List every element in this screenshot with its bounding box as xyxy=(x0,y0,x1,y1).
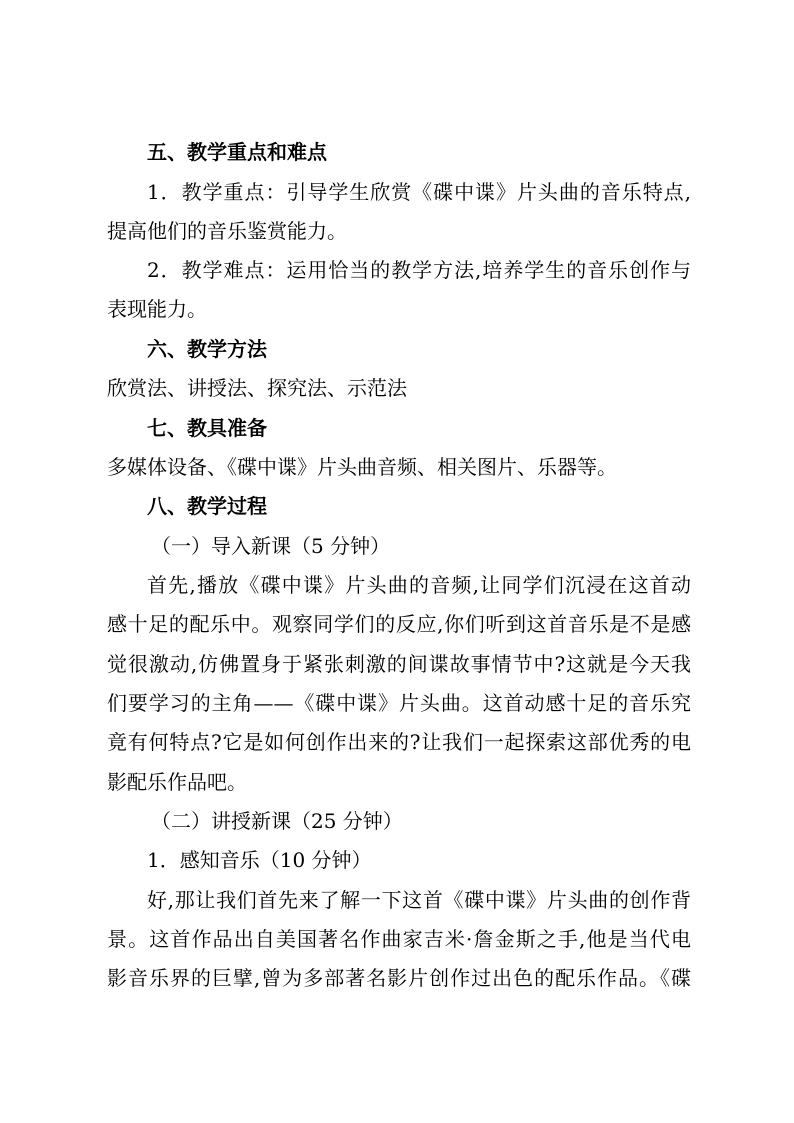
paragraph-line: 们要学习的主角——《碟中谍》片头曲。这首动感十足的音乐究 xyxy=(107,691,691,715)
paragraph-line: 景。这首作品出自美国著名作曲家吉米·詹金斯之手,他是当代电 xyxy=(107,927,691,951)
paragraph-line: 2．教学难点：运用恰当的教学方法,培养学生的音乐创作与 xyxy=(147,258,691,282)
section-heading-key-points: 五、教学重点和难点 xyxy=(147,140,327,164)
subsection-heading-perceive-music: 1．感知音乐（10 分钟） xyxy=(147,848,372,872)
section-heading-teaching-aids: 七、教具准备 xyxy=(147,416,267,440)
paragraph-line: 首先,播放《碟中谍》片头曲的音频,让同学们沉浸在这首动 xyxy=(147,573,691,597)
paragraph-line: 表现能力。 xyxy=(107,297,207,321)
paragraph-line: 影音乐界的巨擘,曾为多部著名影片创作过出色的配乐作品。《碟 xyxy=(107,966,691,990)
paragraph-line: 竟有何特点?它是如何创作出来的?让我们一起探索这部优秀的电 xyxy=(107,730,691,754)
paragraph-line: 1．教学重点：引导学生欣赏《碟中谍》片头曲的音乐特点, xyxy=(147,180,691,204)
paragraph-line: 影配乐作品吧。 xyxy=(107,770,247,794)
paragraph-line: 觉很激动,仿佛置身于紧张刺激的间谍故事情节中?这就是今天我 xyxy=(107,652,691,676)
paragraph-line: 提高他们的音乐鉴赏能力。 xyxy=(107,219,347,243)
paragraph-line: 好,那让我们首先来了解一下这首《碟中谍》片头曲的创作背 xyxy=(147,888,691,912)
paragraph-line: 欣赏法、讲授法、探究法、示范法 xyxy=(107,376,407,400)
subsection-heading-intro: （一）导入新课（5 分钟） xyxy=(151,534,391,558)
subsection-heading-new-lesson: （二）讲授新课（25 分钟） xyxy=(151,809,403,833)
paragraph-line: 多媒体设备、《碟中谍》片头曲音频、相关图片、乐器等。 xyxy=(107,455,617,479)
section-heading-methods: 六、教学方法 xyxy=(147,337,267,361)
section-heading-process: 八、教学过程 xyxy=(147,494,267,518)
paragraph-line: 感十足的配乐中。观察同学们的反应,你们听到这首音乐是不是感 xyxy=(107,612,691,636)
